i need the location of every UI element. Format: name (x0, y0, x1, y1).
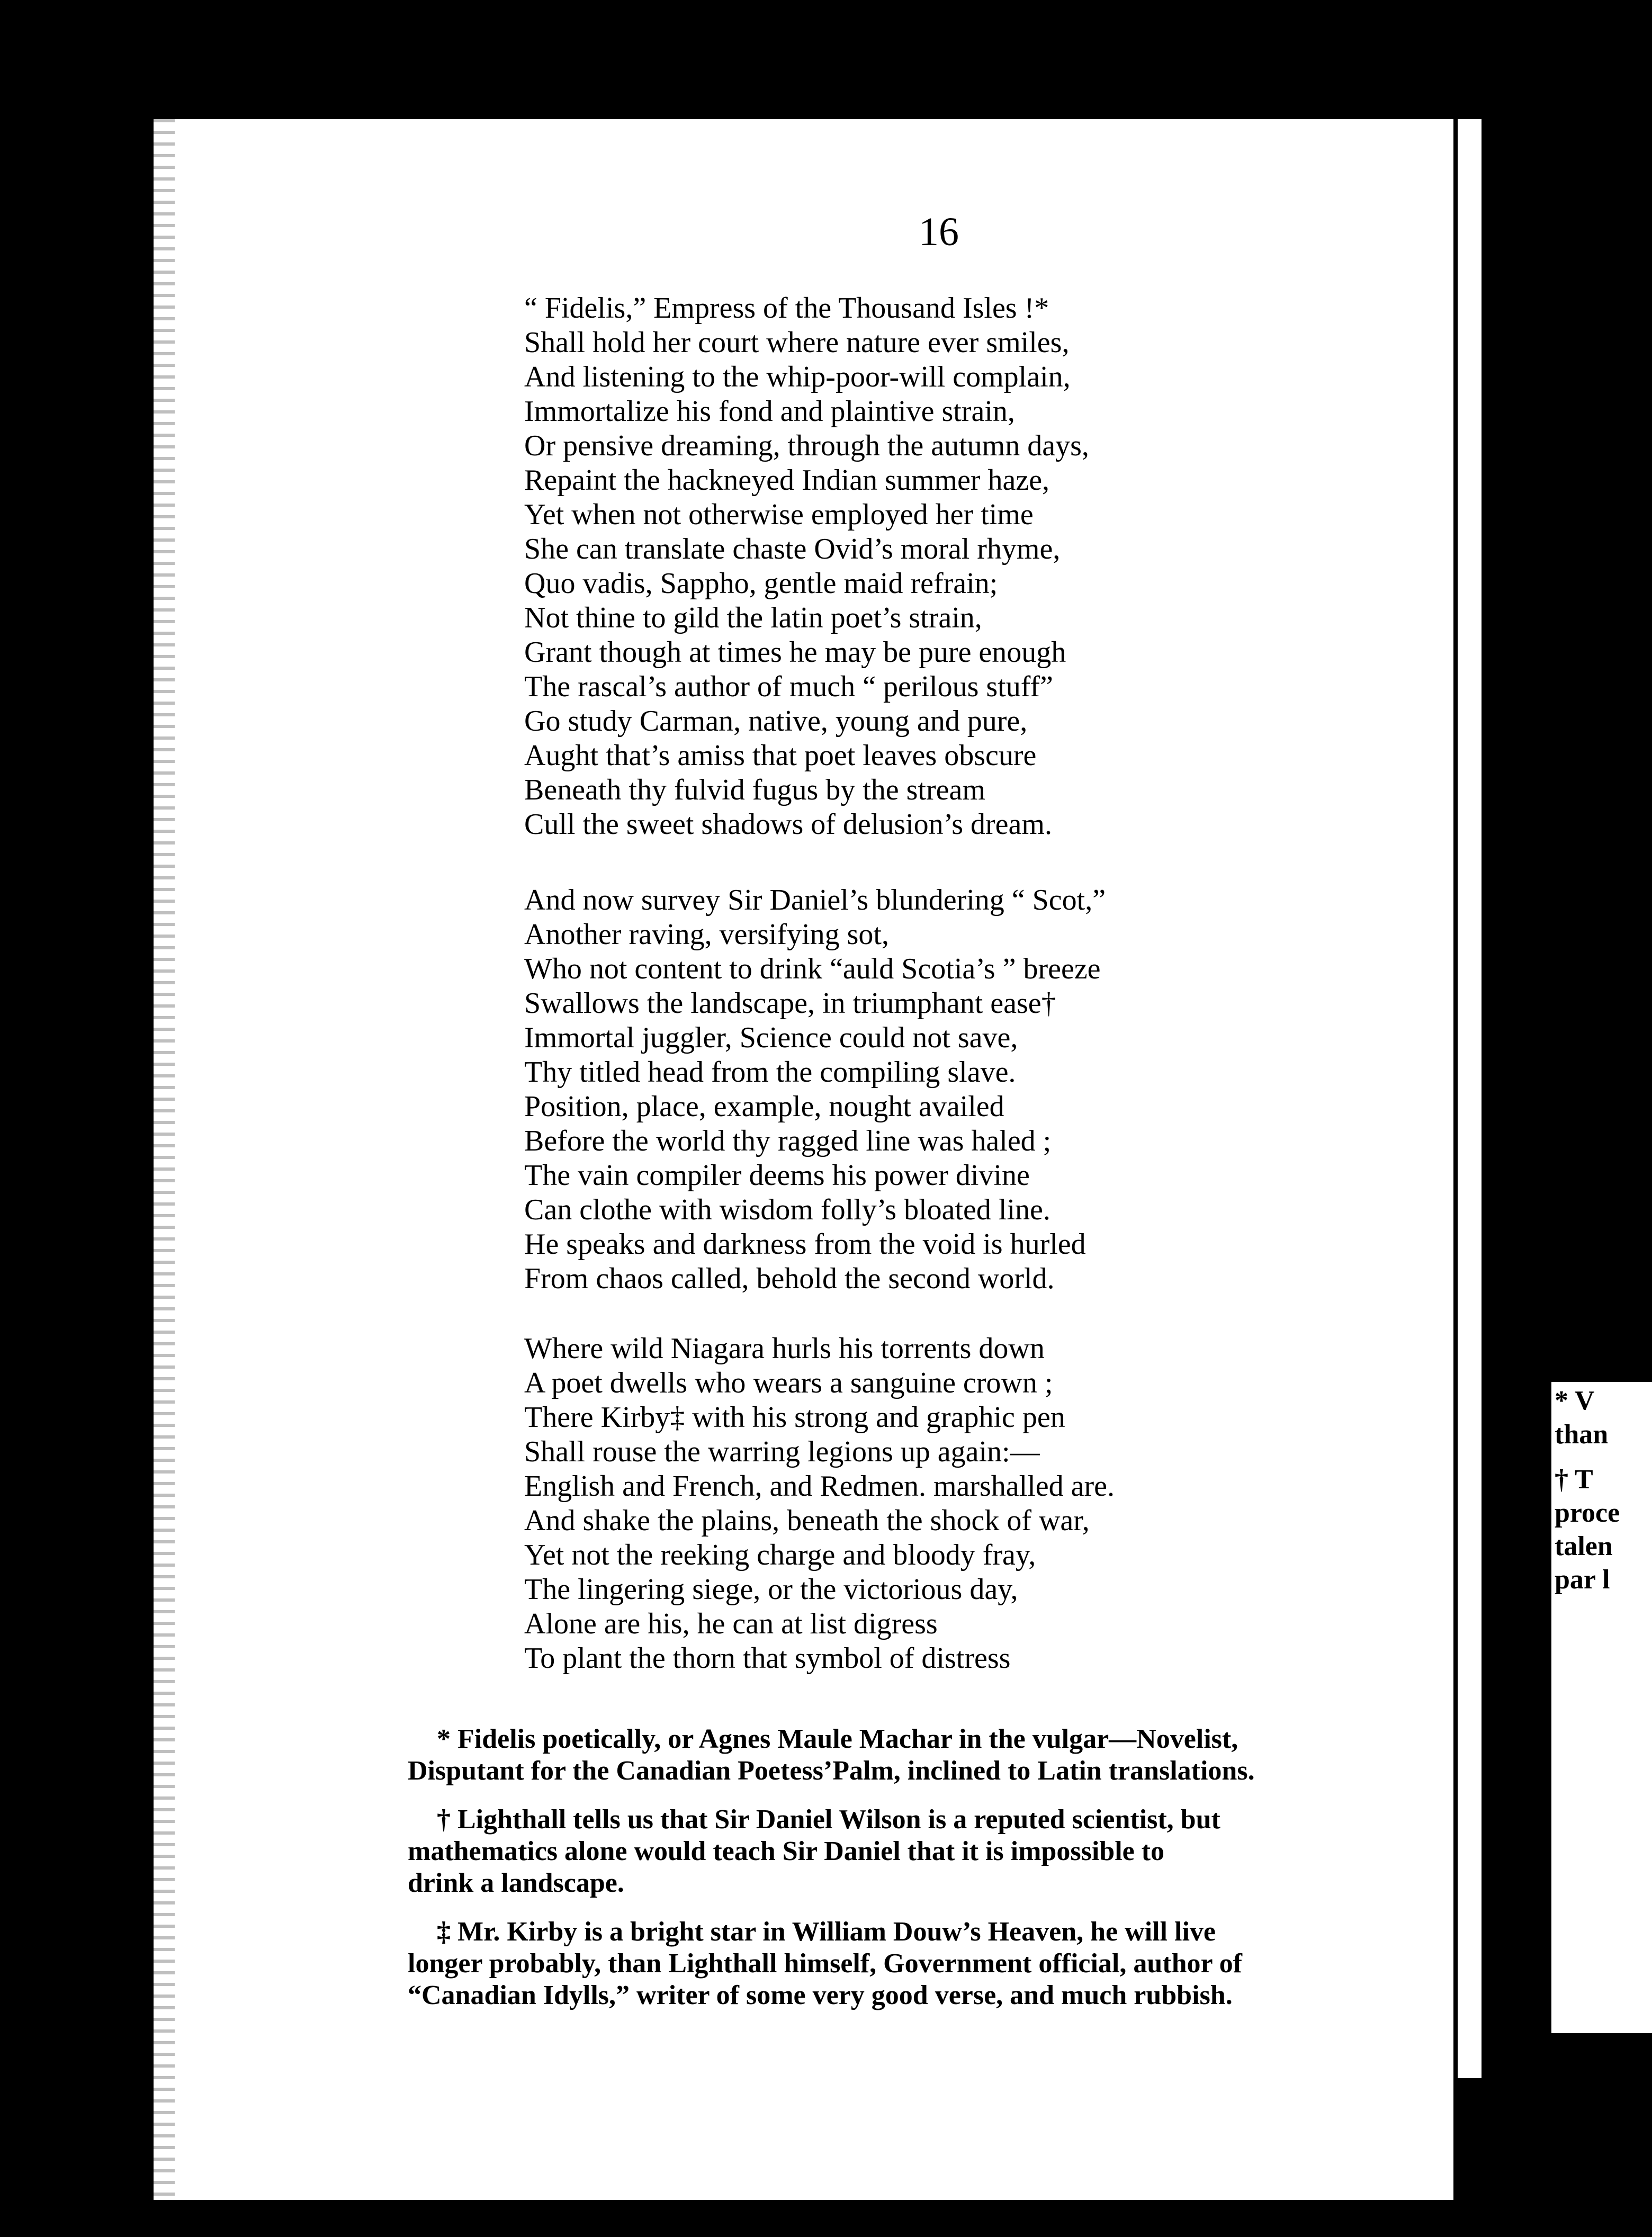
poem-line: Go study Carman, native, young and pure, (524, 705, 1028, 738)
poem-line: Swallows the landscape, in triumphant ease† (524, 987, 1056, 1020)
adjacent-page-text: than (1555, 1420, 1609, 1450)
poem-stanza (524, 291, 1089, 842)
poem-line: Aught that’s amiss that poet leaves obscure (524, 739, 1037, 772)
poem-line: The rascal’s author of much “ perilous stuff” (524, 670, 1053, 703)
poem-line: Thy titled head from the compiling slave. (524, 1056, 1016, 1089)
poem-line: “ Fidelis,” Empress of the Thousand Isles !* (524, 292, 1049, 325)
page-binding-edge (154, 119, 175, 2200)
adjacent-page-text: † T (1555, 1465, 1593, 1495)
page-number: 16 (919, 210, 959, 254)
poem-line: Can clothe with wisdom folly’s bloated line. (524, 1193, 1051, 1226)
poem-line: Yet not the reeking charge and bloody fray, (524, 1539, 1036, 1571)
poem-line: Shall hold her court where nature ever smiles, (524, 326, 1070, 359)
poem-line: Position, place, example, nought availed (524, 1090, 1004, 1123)
poem-line: Before the world thy ragged line was haled ; (524, 1125, 1052, 1157)
poem-line: Shall rouse the warring legions up again:— (524, 1435, 1040, 1468)
poem-line: Or pensive dreaming, through the autumn days, (524, 429, 1089, 462)
poem-line: The vain compiler deems his power divine (524, 1159, 1030, 1192)
poem-stanza (524, 883, 1106, 1296)
footnotes (408, 1723, 1477, 2028)
adjacent-page-text: par l (1555, 1565, 1610, 1595)
poem-stanza (524, 1332, 1115, 1676)
poem-line: A poet dwells who wears a sanguine crown ; (524, 1367, 1053, 1399)
footnote-line: * Fidelis poetically, or Agnes Maule Machar in the vulgar—Novelist, (437, 1724, 1238, 1754)
poem-line: Grant though at times he may be pure enough (524, 636, 1066, 669)
poem-line: Yet when not otherwise employed her time (524, 498, 1034, 531)
footnote-line: longer probably, than Lighthall himself, Government official, author of (408, 1948, 1242, 1979)
poem-line: And shake the plains, beneath the shock of war, (524, 1504, 1090, 1537)
poem-line: He speaks and darkness from the void is hurled (524, 1228, 1086, 1261)
poem-line: There Kirby‡ with his strong and graphic pen (524, 1401, 1065, 1434)
poem-line: Immortal juggler, Science could not save, (524, 1021, 1018, 1054)
poem-line: Who not content to drink “auld Scotia’s ” breeze (524, 953, 1101, 985)
footnote-line: Disputant for the Canadian Poetess’Palm, inclined to Latin translations. (408, 1756, 1255, 1786)
footnote (408, 1804, 1477, 1899)
adjacent-page-fragment (1551, 1382, 1652, 2033)
poem-line: Beneath thy fulvid fugus by the stream (524, 774, 985, 806)
footnote-line: mathematics alone would teach Sir Daniel that it is impossible to (408, 1836, 1165, 1866)
poem-line: English and French, and Redmen. marshalled are. (524, 1470, 1115, 1503)
footnote-line: † Lighthall tells us that Sir Daniel Wilson is a reputed scientist, but (437, 1804, 1220, 1835)
adjacent-page-text: * V (1555, 1386, 1595, 1416)
poem-line: Another raving, versifying sot, (524, 918, 889, 951)
footnote-line: “Canadian Idylls,” writer of some very good verse, and much rubbish. (408, 1980, 1233, 2010)
adjacent-page-text: talen (1555, 1531, 1613, 1561)
poem-line: Repaint the hackneyed Indian summer haze, (524, 464, 1050, 497)
poem-line: The lingering siege, or the victorious day, (524, 1573, 1018, 1606)
footnote (408, 1916, 1477, 2011)
poem-line: Alone are his, he can at list digress (524, 1607, 938, 1640)
poem-line: Not thine to gild the latin poet’s strain, (524, 601, 982, 634)
poem-line: Immortalize his fond and plaintive strain, (524, 395, 1015, 428)
footnote-line: ‡ Mr. Kirby is a bright star in William Douw’s Heaven, he will live (437, 1917, 1216, 1947)
poem-line: And now survey Sir Daniel’s blundering “ Scot,” (524, 884, 1106, 917)
poem-line: Where wild Niagara hurls his torrents down (524, 1332, 1045, 1365)
poem-line: Cull the sweet shadows of delusion’s dream. (524, 808, 1052, 841)
poem-line: To plant the thorn that symbol of distress (524, 1642, 1011, 1675)
footnote (408, 1723, 1477, 1787)
poem-line: From chaos called, behold the second world. (524, 1262, 1055, 1295)
footnote-line: drink a landscape. (408, 1868, 624, 1898)
poem-line: She can translate chaste Ovid’s moral rhyme, (524, 533, 1061, 565)
adjacent-page-text: proce (1555, 1498, 1620, 1528)
poem-line: Quo vadis, Sappho, gentle maid refrain; (524, 567, 998, 600)
poem-line: And listening to the whip-poor-will complain, (524, 361, 1071, 393)
